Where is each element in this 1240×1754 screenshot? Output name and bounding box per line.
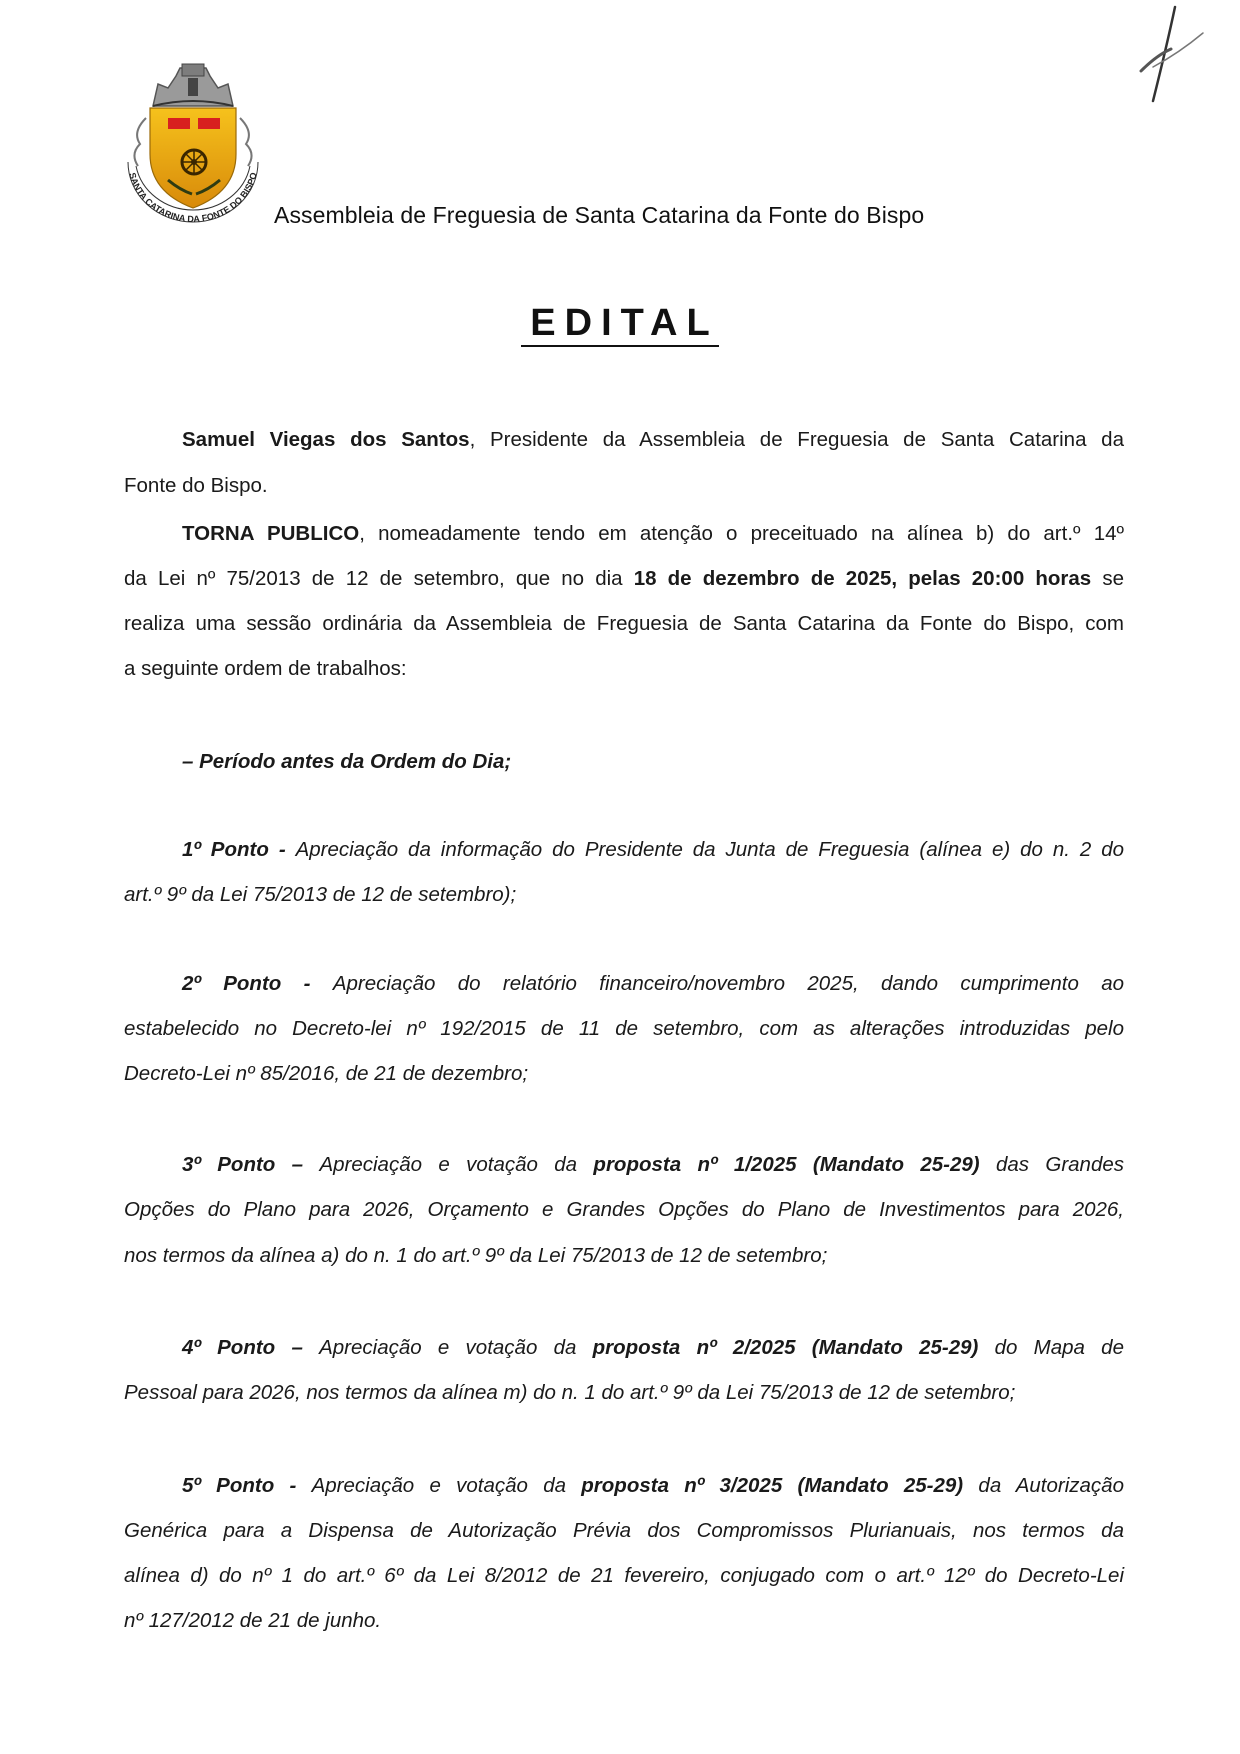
ponto-2-line-2: estabelecido no Decreto-lei nº 192/2015 de 11 de setembro, com as alterações introduzidas pelo — [124, 1017, 1124, 1040]
intro-line-6: a seguinte ordem de trabalhos: — [124, 657, 407, 680]
intro-line-2: Fonte do Bispo. — [124, 474, 268, 497]
president-name: Samuel Viegas dos Santos — [182, 428, 470, 451]
meeting-datetime: 18 de dezembro de 2025, pelas 20:00 horas — [633, 567, 1092, 590]
ponto-2-line-3: Decreto-Lei nº 85/2016, de 21 de dezembro; — [124, 1062, 529, 1085]
signature-mark-icon — [1135, 5, 1215, 105]
ponto-5-line-4: nº 127/2012 de 21 de junho. — [124, 1609, 382, 1632]
ponto-5-line-3: alínea d) do nº 1 do art.º 6º da Lei 8/2012 de 21 fevereiro, conjugado com o art.º 12º do Decreto-Lei — [124, 1564, 1124, 1587]
periodo-antes-ordem-dia: – Período antes da Ordem do Dia; — [182, 750, 512, 773]
organization-name: Assembleia de Freguesia de Santa Catarina da Fonte do Bispo — [274, 202, 925, 228]
parish-coat-of-arms-icon — [118, 62, 268, 230]
ponto-3-line-1: 3º Ponto – Apreciação e votação da proposta nº 1/2025 (Mandato 25-29) das Grandes — [182, 1153, 1124, 1176]
ponto-2-line-1: 2º Ponto - Apreciação do relatório financeiro/novembro 2025, dando cumprimento ao — [182, 972, 1124, 995]
intro-line-4: da Lei nº 75/2013 de 12 de setembro, que no dia 18 de dezembro de 2025, pelas 20:00 horas se — [124, 567, 1125, 590]
ponto-4-line-2: Pessoal para 2026, nos termos da alínea m) do n. 1 do art.º 9º da Lei 75/2013 de 12 de setembro; — [124, 1381, 1016, 1404]
intro-line-1: Samuel Viegas dos Santos, Presidente da Assembleia de Freguesia de Santa Catarina da — [182, 428, 1124, 451]
ponto-1-line-2: art.º 9º da Lei 75/2013 de 12 de setembro); — [124, 883, 517, 906]
crest-motto: SANTA CATARINA DA FONTE DO BISPO — [127, 171, 259, 225]
intro-line-5: realiza uma sessão ordinária da Assembleia de Freguesia de Santa Catarina da Fonte do Bispo, com — [124, 612, 1124, 635]
ponto-5-line-2: Genérica para a Dispensa de Autorização Prévia dos Compromissos Plurianuais, nos termos da — [124, 1519, 1124, 1542]
ponto-4-line-1: 4º Ponto – Apreciação e votação da proposta nº 2/2025 (Mandato 25-29) do Mapa de — [182, 1336, 1124, 1359]
document-title: EDITAL — [0, 302, 1240, 345]
ponto-5-line-1: 5º Ponto - Apreciação e votação da proposta nº 3/2025 (Mandato 25-29) da Autorização — [182, 1474, 1124, 1497]
intro-line-3: TORNA PUBLICO, nomeadamente tendo em atenção o preceituado na alínea b) do art.º 14º — [182, 522, 1124, 545]
ponto-3-line-2: Opções do Plano para 2026, Orçamento e Grandes Opções do Plano de Investimentos para 2026, — [124, 1198, 1124, 1221]
ponto-3-line-3: nos termos da alínea a) do n. 1 do art.º 9º da Lei 75/2013 de 12 de setembro; — [124, 1244, 828, 1267]
ponto-1-line-1: 1º Ponto - Apreciação da informação do Presidente da Junta de Freguesia (alínea e) do n. 2 do — [182, 838, 1125, 861]
